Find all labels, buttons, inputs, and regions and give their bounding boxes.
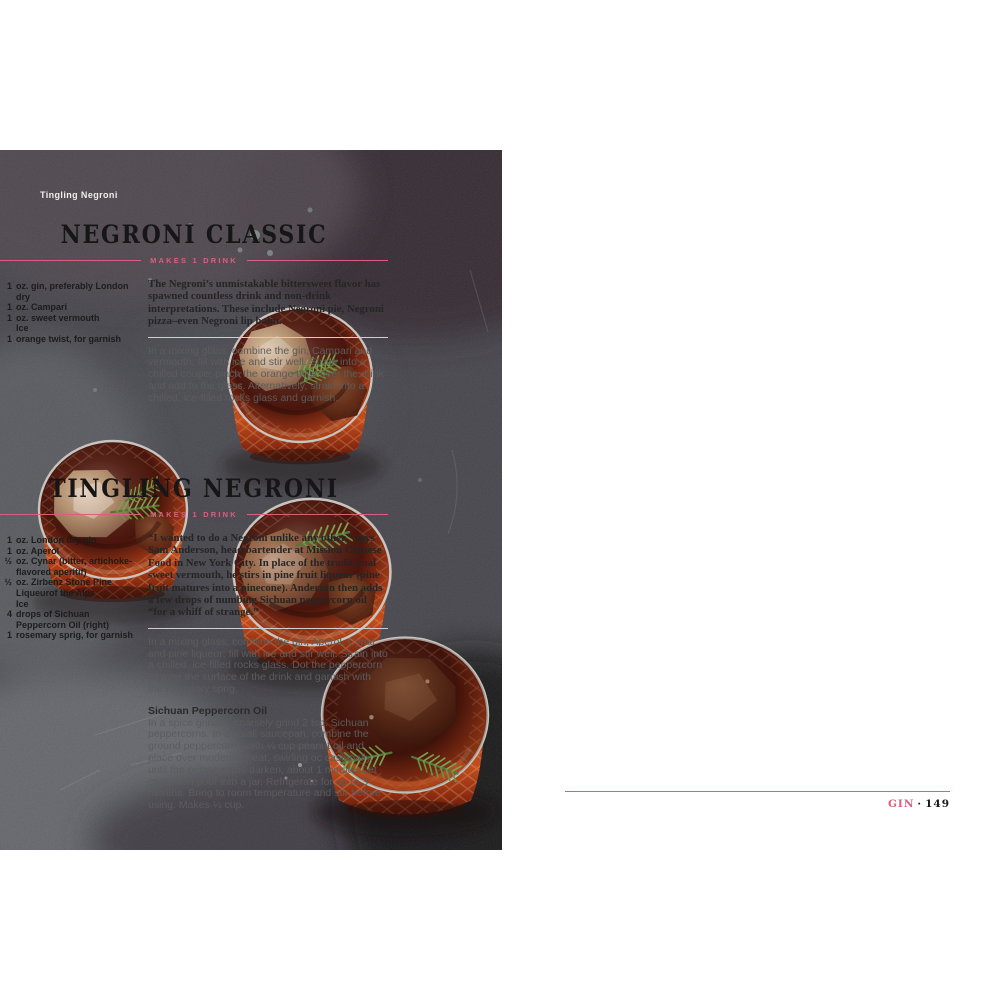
pink-rule [0, 260, 141, 261]
photo-caption: Tingling Negroni [40, 190, 118, 200]
intro-paragraph: “I wanted to do a Negroni unlike any other,” says Sam Anderson, head bartender at Mission Chinese Food in New York City. In place of the traditional sweet vermouth, he stirs in pine fruit liqueur (pine fruit matures into a pinecone). Anderson then adds a few drops of numbing Sichuan peppercorn oil “for a whiff of strange.” [148, 532, 383, 619]
ingredients-list [0, 278, 138, 405]
ingredient-qty [0, 599, 12, 610]
ingredient-text: Ice [16, 598, 29, 609]
recipe-negroni-classic [0, 220, 388, 405]
ingredient-text: oz. gin, preferably London dry [16, 281, 129, 302]
ingredient-qty [0, 323, 12, 334]
ingredient-row [0, 334, 138, 345]
ingredient-text: oz. Campari [16, 302, 68, 313]
ingredient-row [0, 323, 138, 334]
makes-rule [0, 510, 388, 519]
ingredient-row [0, 281, 138, 302]
ingredient-qty: 1 [6, 312, 12, 323]
makes-label: MAKES 1 DRINK [150, 510, 238, 519]
page-number: 149 [925, 798, 950, 810]
page-footer [565, 791, 950, 810]
ingredient-qty: 1 [6, 302, 12, 313]
recipe-title: TINGLING NEGRONI [49, 474, 339, 503]
ingredient-text: orange twist, for garnish [16, 333, 122, 344]
ingredient-qty: 1 [6, 333, 12, 344]
subrecipe-title: Sichuan Peppercorn Oil [148, 704, 268, 717]
ingredient-text: drops of Sichuan Peppercorn Oil (right) [16, 609, 110, 630]
ingredient-row [0, 302, 138, 313]
recipe-tingling-negroni [0, 474, 388, 812]
pink-rule [247, 514, 388, 515]
ingredient-qty: ½ [4, 577, 12, 588]
instructions-paragraph: In a mixing glass, combine the gin, Aperol, Cynar and pine liqueur; fill with ice and stir well. Strain into a chilled, ice-filled rocks glass. Dot the peppercorn oil over the surface of the drink and garnish with the rosemary sprig. [148, 635, 388, 696]
ingredient-qty: 1 [6, 545, 12, 556]
pink-rule [0, 514, 141, 515]
ingredient-row [0, 609, 138, 630]
ingredient-text: oz. sweet vermouth [16, 312, 100, 323]
ingredient-row [0, 546, 138, 557]
ingredient-row [0, 535, 138, 546]
ingredient-row [0, 630, 138, 641]
footer-separator: · [917, 798, 923, 810]
column-divider [148, 337, 388, 338]
ingredient-qty: 1 [6, 630, 12, 641]
ingredient-text: oz. London dry gin [16, 535, 97, 545]
makes-label: MAKES 1 DRINK [150, 256, 238, 265]
ingredient-row [0, 556, 138, 577]
column-divider [148, 628, 388, 629]
ingredient-row [0, 599, 138, 610]
ingredient-row [0, 577, 138, 598]
ingredient-text: Ice [16, 323, 29, 334]
ingredient-row [0, 313, 138, 324]
ingredient-text: oz. Zirbenz Stone Pine Liqueurof the Alps [16, 577, 113, 598]
ingredient-qty: 1 [6, 535, 12, 545]
ingredients-list [0, 532, 138, 812]
chapter-label: GIN [887, 798, 915, 810]
ingredient-text: oz. Aperol [16, 545, 60, 556]
intro-paragraph: The Negroni’s unmistakable bittersweet flavor has spawned countless drink and non-drink interpretations. These include Negroni pie, Negroni pizza–even Negroni lip balm. [148, 278, 384, 328]
ingredient-text: rosemary sprig, for garnish [16, 630, 134, 641]
ingredient-qty: 4 [6, 609, 12, 620]
subrecipe-body: In a spice grinder, coarsely grind 2 tsp. Sichuan peppercorns. In a small saucepan, combine the ground peppercorns with ¼ cup peanut oil and place over moderate heat, swirling oc casionally, until the peppercorns darken, about 1 minute. Let cool, then pour into a jar. Refrigerate for up to 3 months. Bring to room temperature and stir before using. Makes ¼ cup. [148, 716, 381, 812]
instructions-paragraph: In a mixing glass, combine the gin, Campari and vermouth; fill with ice and stir well. Strain into a chilled coupe; pinch the orange twist over the drink and add to the glass. Alternatively, strain into a chilled, ice-filled rocks glass and garnish. [148, 344, 384, 404]
recipe-title: NEGRONI CLASSIC [60, 220, 328, 249]
ingredient-qty: 1 [6, 281, 12, 291]
ingredient-text: oz. Cynar (bitter, artichoke-flavored aperitif) [16, 556, 133, 577]
makes-rule [0, 256, 388, 265]
ingredient-qty: ½ [4, 556, 12, 567]
pink-rule [247, 260, 388, 261]
